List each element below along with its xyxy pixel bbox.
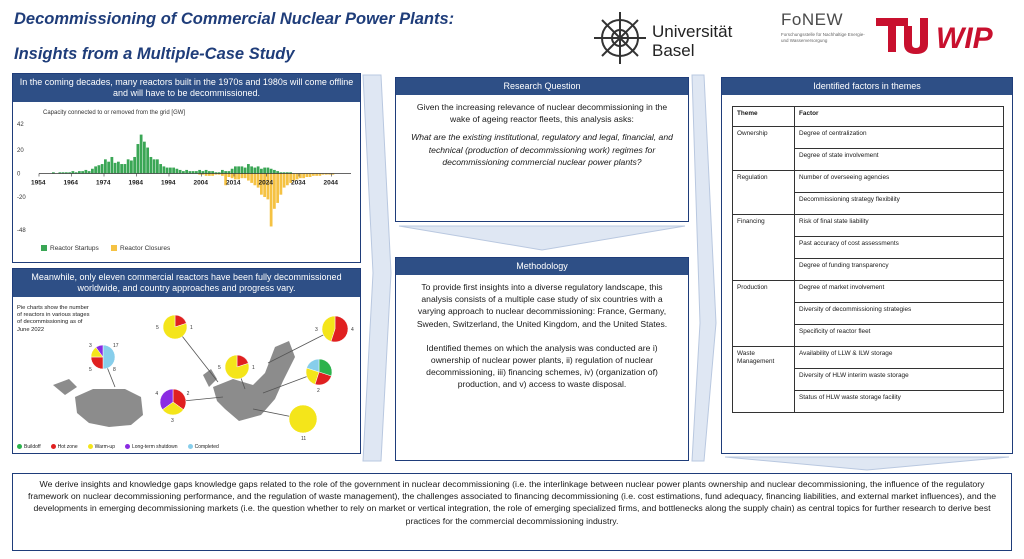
y-tick-label: -20: [17, 195, 26, 202]
x-tick-label: 2004: [193, 179, 208, 187]
pie-count-label: 3: [315, 327, 318, 333]
factor-cell: Degree of market involvement: [795, 281, 1004, 303]
pie-count-label: 2: [317, 388, 320, 394]
legend-label: Warm-up: [94, 444, 115, 450]
factors-heading: Identified factors in themes: [722, 78, 1012, 95]
legend-label: Long-term shutdown: [131, 444, 178, 450]
x-tick-label: 1974: [96, 179, 111, 187]
research-question-panel: [395, 77, 689, 222]
wip-text: WIP: [936, 22, 993, 55]
startup-bar: [127, 159, 130, 173]
pie-count-label: 5: [88, 367, 92, 374]
research-question-intro: Given the increasing relevance of nuclear decommissioning in the wake of ageing reactor fleets, this analysis asks:: [416, 102, 668, 125]
startup-bar: [98, 165, 101, 173]
startup-bar: [234, 166, 237, 173]
table-row: [733, 347, 1004, 369]
legend-item: [88, 444, 115, 450]
y-tick-label: -48: [17, 228, 26, 234]
closure-bar: [283, 173, 286, 187]
pie-count-label: 1: [190, 325, 193, 331]
closure-bar: [280, 173, 283, 194]
factor-cell: Past accuracy of cost assessments: [795, 237, 1004, 259]
startup-bar: [247, 164, 250, 173]
usa-map-shape: [75, 389, 143, 427]
basel-wordmark: [652, 22, 732, 60]
closure-bar: [247, 173, 250, 180]
basel-line1: Universität: [652, 22, 733, 41]
factor-cell: Degree of centralization: [795, 127, 1004, 149]
factor-column-header: Factor: [795, 107, 1004, 127]
startup-bar: [114, 163, 117, 174]
startup-bar: [130, 161, 133, 174]
alaska-map-shape: [53, 379, 77, 395]
legend-label: Reactor Closures: [120, 245, 171, 252]
pie-count-label: 4: [351, 327, 354, 333]
pie-count-label: 8: [113, 367, 116, 374]
basel-line2: Basel: [652, 41, 695, 60]
startup-bar: [101, 164, 104, 173]
conclusion-box: We derive insights and knowledge gaps knowledge gaps related to the role of the government in nuclear decommissioning (i.e. the interlinkage between nuclear power plants ownership and nuclear decommissioning, the influence of the regulatory framework on nuclear decommissioning performance, and the regulation of waste management), the challenges associated to financing decommissioning (i.e. cost estimations, fund adequacy, financing liabilities, and external market influences), and the developments in emerging decommissioning markets (i.e. the question whether to rely on market or vertical integration, the role of emerging specialized firms, and bottlenecks along the supply chain) as central topics for further research to derive best practices for the commercial decommissioning industry.: [12, 473, 1012, 551]
startup-bar: [244, 168, 247, 174]
startup-bar: [111, 157, 114, 173]
theme-cell: Ownership: [733, 127, 795, 171]
methodology-panel: [395, 257, 689, 461]
startup-bar: [104, 159, 107, 173]
pie-count-label: 3: [88, 342, 92, 349]
pie-count-label: 4: [155, 391, 159, 397]
research-question-heading: Research Question: [396, 78, 688, 95]
y-tick-label: 0: [17, 171, 21, 178]
closure-bar: [231, 173, 234, 178]
legend-item: [17, 444, 41, 450]
table-row: [733, 215, 1004, 237]
decommissioning-map-panel: [12, 268, 361, 454]
x-tick-label: 1954: [31, 179, 46, 187]
closure-bar: [244, 173, 247, 178]
legend-label: Buildoff: [24, 444, 41, 450]
startup-bar: [179, 170, 182, 174]
chart-panel-heading: In the coming decades, many reactors built in the 1970s and 1980s will come offline and will have to be decommissioned.: [13, 74, 360, 102]
closure-bar: [250, 173, 253, 182]
factors-table-header: [733, 107, 1004, 127]
capacity-chart-panel: [12, 73, 361, 263]
legend-item: [188, 444, 219, 450]
pie-slice: [289, 405, 317, 433]
flow-arrow-left: [361, 73, 395, 463]
pie-count-label: 17: [113, 342, 119, 349]
startup-bar: [91, 169, 94, 174]
methodology-heading: Methodology: [396, 258, 688, 275]
poster-title-line2: Insights from a Multiple-Case Study: [14, 45, 295, 63]
startup-bar: [231, 169, 234, 174]
table-row: [733, 281, 1004, 303]
tu-berlin-logo-icon: [874, 12, 1014, 58]
startup-bar: [150, 157, 153, 173]
legend-dot-icon: [125, 444, 130, 449]
fonew-subtitle: Forschungsstelle für Nachhaltige Energie- und Wasserversorgung: [781, 32, 865, 43]
x-tick-label: 2034: [291, 179, 306, 187]
startup-bar: [263, 168, 266, 174]
factor-cell: Specificity of reactor fleet: [795, 325, 1004, 347]
legend-dot-icon: [188, 444, 193, 449]
closure-bar: [306, 173, 309, 177]
startup-bar: [117, 162, 120, 174]
startup-bar: [260, 169, 263, 174]
startup-bar: [85, 170, 88, 174]
factor-cell: Status of HLW waste storage facility: [795, 391, 1004, 413]
closure-bar: [276, 173, 279, 202]
legend-item: [51, 444, 78, 450]
factor-cell: Degree of state involvement: [795, 149, 1004, 171]
chart-title: Capacity connected to or removed from the grid [GW]: [43, 110, 186, 116]
startup-bar: [273, 170, 276, 174]
y-tick-label: 42: [17, 122, 24, 128]
legend-dot-icon: [88, 444, 93, 449]
factor-cell: Number of overseeing agencies: [795, 171, 1004, 193]
startup-bar: [140, 135, 143, 174]
factor-cell: Degree of funding transparency: [795, 259, 1004, 281]
factor-cell: Decommissioning strategy flexibility: [795, 193, 1004, 215]
legend-swatch-icon: [111, 245, 117, 251]
map-legend: [17, 444, 219, 450]
pie-count-label: 2: [186, 391, 190, 397]
startup-bar: [169, 168, 172, 174]
startup-bar: [94, 166, 97, 173]
x-tick-label: 1984: [128, 179, 143, 187]
y-tick-label: 20: [17, 147, 24, 154]
fonew-title: FoNEW: [781, 10, 843, 29]
closure-bar: [228, 173, 231, 177]
startup-bar: [143, 142, 146, 174]
startup-bar: [137, 144, 140, 173]
legend-dot-icon: [51, 444, 56, 449]
factors-table: [732, 106, 1004, 413]
x-tick-label: 2044: [323, 179, 338, 187]
startup-bar: [267, 168, 270, 174]
basel-emblem-icon: [590, 8, 650, 68]
startup-bar: [159, 164, 162, 173]
x-tick-label: 1994: [161, 179, 176, 187]
startup-bar: [205, 170, 208, 174]
x-tick-label: 2024: [258, 179, 273, 187]
methodology-body: [396, 275, 688, 397]
tu-wip-logo: [874, 12, 1014, 58]
pie-count-label: 3: [171, 418, 174, 424]
closure-bar: [309, 173, 312, 177]
flow-arrow-down: [395, 224, 689, 254]
pie-count-label: 11: [301, 436, 307, 442]
closure-bar: [302, 173, 305, 178]
factor-cell: Diversity of decommissioning strategies: [795, 303, 1004, 325]
map-note: Pie charts show the number of reactors in various stages of decommissioning as of June 2022: [17, 305, 90, 333]
theme-cell: Production: [733, 281, 795, 347]
startup-bar: [176, 169, 179, 174]
methodology-para1: To provide first insights into a diverse regulatory landscape, this analysis consists of a multiple case study of six countries with a varying approach to nuclear decommissioning: France, Germany, Sweden, Switzerland, the United Kingdom, and the United States.: [416, 282, 668, 329]
factor-cell: Availability of LLW & ILW storage: [795, 347, 1004, 369]
startup-bar: [120, 164, 123, 173]
startup-bar: [254, 168, 257, 174]
startup-bar: [237, 166, 240, 173]
research-question-text: What are the existing institutional, regulatory and legal, financial, and technical (production of decommissioning work) regimes for decommissioning commercial nuclear power plants?: [411, 132, 673, 167]
poster-title-line1: Decommissioning of Commercial Nuclear Power Plants:: [14, 10, 455, 28]
startup-bar: [146, 148, 149, 174]
map-panel-heading: Meanwhile, only eleven commercial reactors have been fully decommissioned worldwide, and country approaches and progress vary.: [13, 269, 360, 297]
startup-bar: [153, 159, 156, 173]
startup-bar: [257, 166, 260, 173]
startup-bar: [166, 168, 169, 174]
startup-bar: [124, 164, 127, 173]
startup-bar: [250, 166, 253, 173]
theme-cell: Waste Management: [733, 347, 795, 413]
theme-cell: Regulation: [733, 171, 795, 215]
theme-cell: Financing: [733, 215, 795, 281]
startup-bar: [163, 166, 166, 173]
startup-bar: [185, 170, 188, 174]
legend-dot-icon: [17, 444, 22, 449]
x-tick-label: 1964: [63, 179, 78, 187]
closure-bar: [286, 173, 289, 185]
legend-label: Hot zone: [57, 444, 78, 450]
universitat-basel-logo: [590, 8, 760, 68]
pie-count-label: 5: [156, 325, 159, 331]
startup-bar: [241, 166, 244, 173]
closure-bar: [241, 173, 244, 178]
world-map-with-pies: [13, 297, 359, 447]
capacity-bar-chart: [13, 102, 359, 262]
flow-arrow-right: [690, 73, 720, 463]
legend-swatch-icon: [41, 245, 47, 251]
table-row: [733, 171, 1004, 193]
pie-count-label: 1: [252, 365, 255, 371]
factor-cell: Diversity of HLW interim waste storage: [795, 369, 1004, 391]
legend-item: [125, 444, 178, 450]
startup-bar: [107, 162, 110, 174]
startup-bar: [172, 168, 175, 174]
pie-count-label: 5: [218, 365, 221, 371]
x-tick-label: 2014: [226, 179, 241, 187]
startup-bar: [198, 170, 201, 174]
startup-bar: [133, 157, 136, 173]
research-question-body: [396, 95, 688, 174]
pie-slice: [91, 357, 103, 369]
fonew-logo: [781, 10, 871, 66]
factors-panel: [721, 77, 1013, 454]
methodology-para2: Identified themes on which the analysis was conducted are i) ownership of nuclear power plants, ii) regulation of nuclear decommissioning, iii) financing schemes, iv) (organization of) production, and v) access to waste disposal.: [426, 342, 658, 390]
theme-column-header: Theme: [733, 107, 795, 127]
startup-bar: [270, 169, 273, 174]
closure-bar: [299, 173, 302, 178]
flow-arrow-bottom: [721, 456, 1013, 472]
factor-cell: Risk of final state liability: [795, 215, 1004, 237]
startup-bar: [156, 159, 159, 173]
startup-bar: [221, 170, 224, 174]
table-row: [733, 127, 1004, 149]
closure-bar: [273, 173, 276, 208]
closure-bar: [254, 173, 257, 185]
legend-label: Reactor Startups: [50, 245, 99, 252]
legend-label: Completed: [194, 444, 219, 450]
